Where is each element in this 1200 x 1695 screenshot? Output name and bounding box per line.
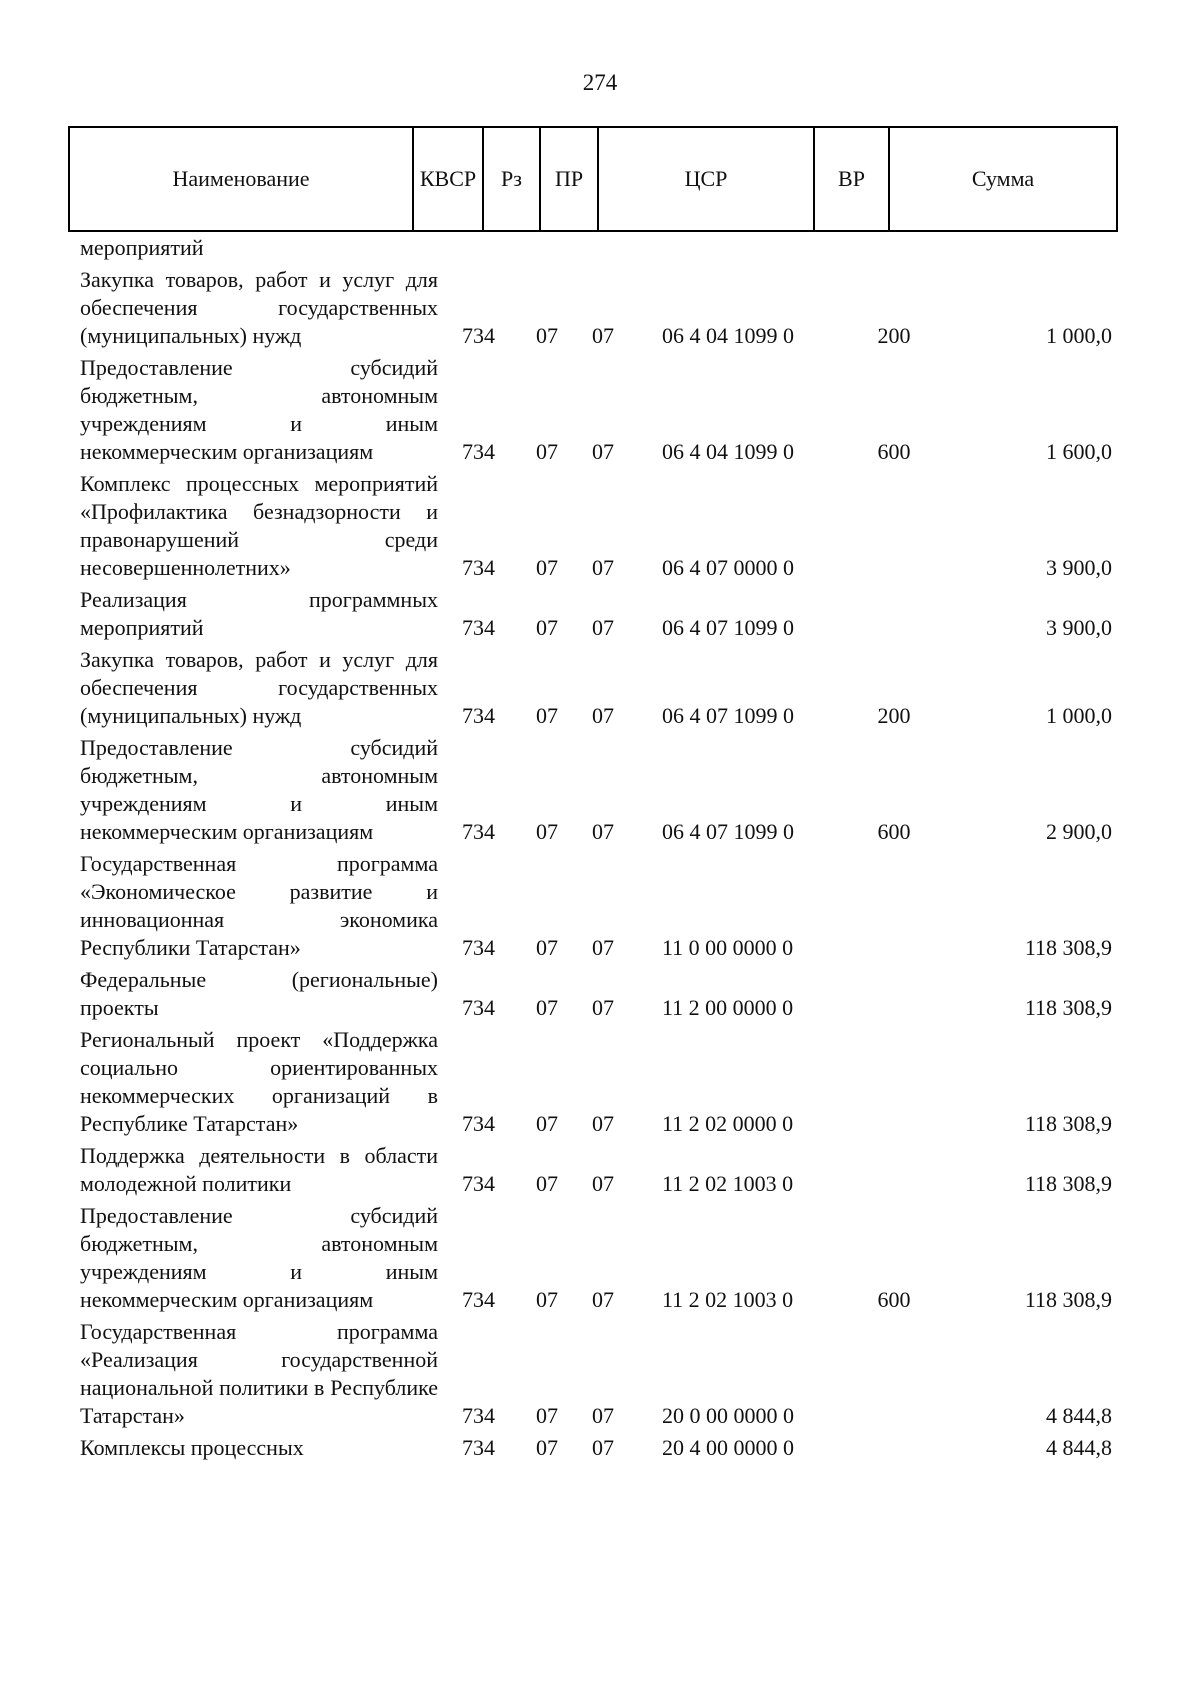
- row-kvsr: 734: [462, 439, 495, 464]
- row-rz: 07: [536, 1435, 558, 1460]
- table-row: [80, 234, 1120, 262]
- row-name: мероприятий: [80, 235, 204, 260]
- table-row: [80, 1202, 1120, 1314]
- row-sum: 118 308,9: [1024, 1287, 1112, 1312]
- row-name: Государственная программа «Экономическое развитие и инновационная экономика Республики Татарстан»: [80, 851, 438, 960]
- row-kvsr: 734: [462, 323, 495, 348]
- row-vr: 200: [877, 703, 911, 728]
- row-csr: 20 0 00 0000 0: [662, 1403, 794, 1428]
- row-name: Реализация программных мероприятий: [80, 587, 438, 640]
- row-sum: 118 308,9: [1024, 1111, 1112, 1136]
- row-pr: 07: [592, 995, 614, 1020]
- row-csr: 20 4 00 0000 0: [662, 1435, 794, 1460]
- row-csr: 06 4 04 1099 0: [662, 439, 794, 464]
- row-pr: 07: [592, 1111, 614, 1136]
- row-sum: 2 900,0: [1046, 819, 1112, 844]
- row-pr: 07: [592, 1435, 614, 1460]
- row-kvsr: 734: [462, 615, 495, 640]
- table-row: [80, 354, 1120, 466]
- row-kvsr: 734: [462, 1111, 495, 1136]
- row-sum: 1 000,0: [1046, 703, 1112, 728]
- row-rz: 07: [536, 995, 558, 1020]
- table-body: [80, 234, 1120, 1462]
- header-csr: ЦСР: [599, 128, 815, 230]
- row-kvsr: 734: [462, 1435, 495, 1460]
- row-name: Закупка товаров, работ и услуг для обеспечения государственных (муниципальных) нужд: [80, 647, 438, 728]
- row-csr: 06 4 07 0000 0: [662, 555, 794, 580]
- row-rz: 07: [536, 935, 558, 960]
- row-sum: 118 308,9: [1024, 995, 1112, 1020]
- row-csr: 11 2 02 1003 0: [662, 1287, 794, 1312]
- header-rz: Рз: [484, 128, 541, 230]
- row-name: Региональный проект «Поддержка социально ориентированных некоммерческих организаций в Республике Татарстан»: [80, 1027, 438, 1136]
- row-pr: 07: [592, 323, 614, 348]
- row-csr: 11 2 00 0000 0: [662, 995, 794, 1020]
- row-pr: 07: [592, 1403, 614, 1428]
- header-kvsr: КВСР: [414, 128, 484, 230]
- table-row: [80, 646, 1120, 730]
- row-rz: 07: [536, 323, 558, 348]
- table-row: [80, 470, 1120, 582]
- row-pr: 07: [592, 703, 614, 728]
- row-pr: 07: [592, 819, 614, 844]
- row-name: Предоставление субсидий бюджетным, автономным учреждениям и иным некоммерческим организациям: [80, 735, 438, 844]
- table-row: [80, 1142, 1120, 1198]
- row-kvsr: 734: [462, 995, 495, 1020]
- row-kvsr: 734: [462, 819, 495, 844]
- header-vr: ВР: [815, 128, 890, 230]
- row-rz: 07: [536, 1171, 558, 1196]
- row-rz: 07: [536, 1111, 558, 1136]
- row-rz: 07: [536, 555, 558, 580]
- row-rz: 07: [536, 1403, 558, 1428]
- row-rz: 07: [536, 703, 558, 728]
- header-name: Наименование: [70, 128, 414, 230]
- row-sum: 4 844,8: [1046, 1403, 1112, 1428]
- row-csr: 06 4 07 1099 0: [662, 703, 794, 728]
- row-csr: 11 0 00 0000 0: [662, 935, 794, 960]
- row-kvsr: 734: [462, 555, 495, 580]
- row-vr: 200: [877, 323, 911, 348]
- table-row: [80, 266, 1120, 350]
- row-pr: 07: [592, 615, 614, 640]
- row-kvsr: 734: [462, 703, 495, 728]
- row-sum: 3 900,0: [1046, 615, 1112, 640]
- table-header: [68, 126, 1118, 232]
- row-sum: 1 600,0: [1046, 439, 1112, 464]
- row-kvsr: 734: [462, 1403, 495, 1428]
- row-csr: 11 2 02 1003 0: [662, 1171, 794, 1196]
- table-row: [80, 1026, 1120, 1138]
- row-name: Федеральные (региональные) проекты: [80, 967, 438, 1020]
- row-pr: 07: [592, 439, 614, 464]
- row-sum: 1 000,0: [1046, 323, 1112, 348]
- row-kvsr: 734: [462, 1171, 495, 1196]
- row-pr: 07: [592, 555, 614, 580]
- row-sum: 4 844,8: [1046, 1435, 1112, 1460]
- table-row: [80, 1318, 1120, 1430]
- row-name: Предоставление субсидий бюджетным, автономным учреждениям и иным некоммерческим организациям: [80, 1203, 438, 1312]
- row-name: Комплекс процессных мероприятий «Профилактика безнадзорности и правонарушений среди несовершеннолетних»: [80, 471, 438, 580]
- row-sum: 118 308,9: [1024, 935, 1112, 960]
- row-name: Поддержка деятельности в области молодежной политики: [80, 1143, 438, 1196]
- page-number: 274: [582, 70, 618, 95]
- row-sum: 118 308,9: [1024, 1171, 1112, 1196]
- row-rz: 07: [536, 1287, 558, 1312]
- row-vr: 600: [877, 1287, 911, 1312]
- row-sum: 3 900,0: [1046, 555, 1112, 580]
- header-pr: ПР: [541, 128, 599, 230]
- row-name: Предоставление субсидий бюджетным, автономным учреждениям и иным некоммерческим организациям: [80, 355, 438, 464]
- row-pr: 07: [592, 935, 614, 960]
- row-name: Государственная программа «Реализация государственной национальной политики в Республике Татарстан»: [80, 1319, 438, 1428]
- row-rz: 07: [536, 439, 558, 464]
- row-rz: 07: [536, 615, 558, 640]
- table-row: [80, 586, 1120, 642]
- row-csr: 06 4 04 1099 0: [662, 323, 794, 348]
- header-sum: Сумма: [971, 166, 1035, 191]
- row-kvsr: 734: [462, 1287, 495, 1312]
- table-row: [80, 850, 1120, 962]
- table-row: [80, 966, 1120, 1022]
- row-csr: 06 4 07 1099 0: [662, 819, 794, 844]
- table-row: [80, 734, 1120, 846]
- row-pr: 07: [592, 1287, 614, 1312]
- row-vr: 600: [877, 439, 911, 464]
- row-csr: 06 4 07 1099 0: [662, 615, 794, 640]
- row-pr: 07: [592, 1171, 614, 1196]
- row-rz: 07: [536, 819, 558, 844]
- row-name: Комплексы процессных: [80, 1435, 304, 1460]
- row-name: Закупка товаров, работ и услуг для обеспечения государственных (муниципальных) нужд: [80, 267, 438, 348]
- row-vr: 600: [877, 819, 911, 844]
- row-kvsr: 734: [462, 935, 495, 960]
- row-csr: 11 2 02 0000 0: [662, 1111, 794, 1136]
- table-row: [80, 1434, 1120, 1462]
